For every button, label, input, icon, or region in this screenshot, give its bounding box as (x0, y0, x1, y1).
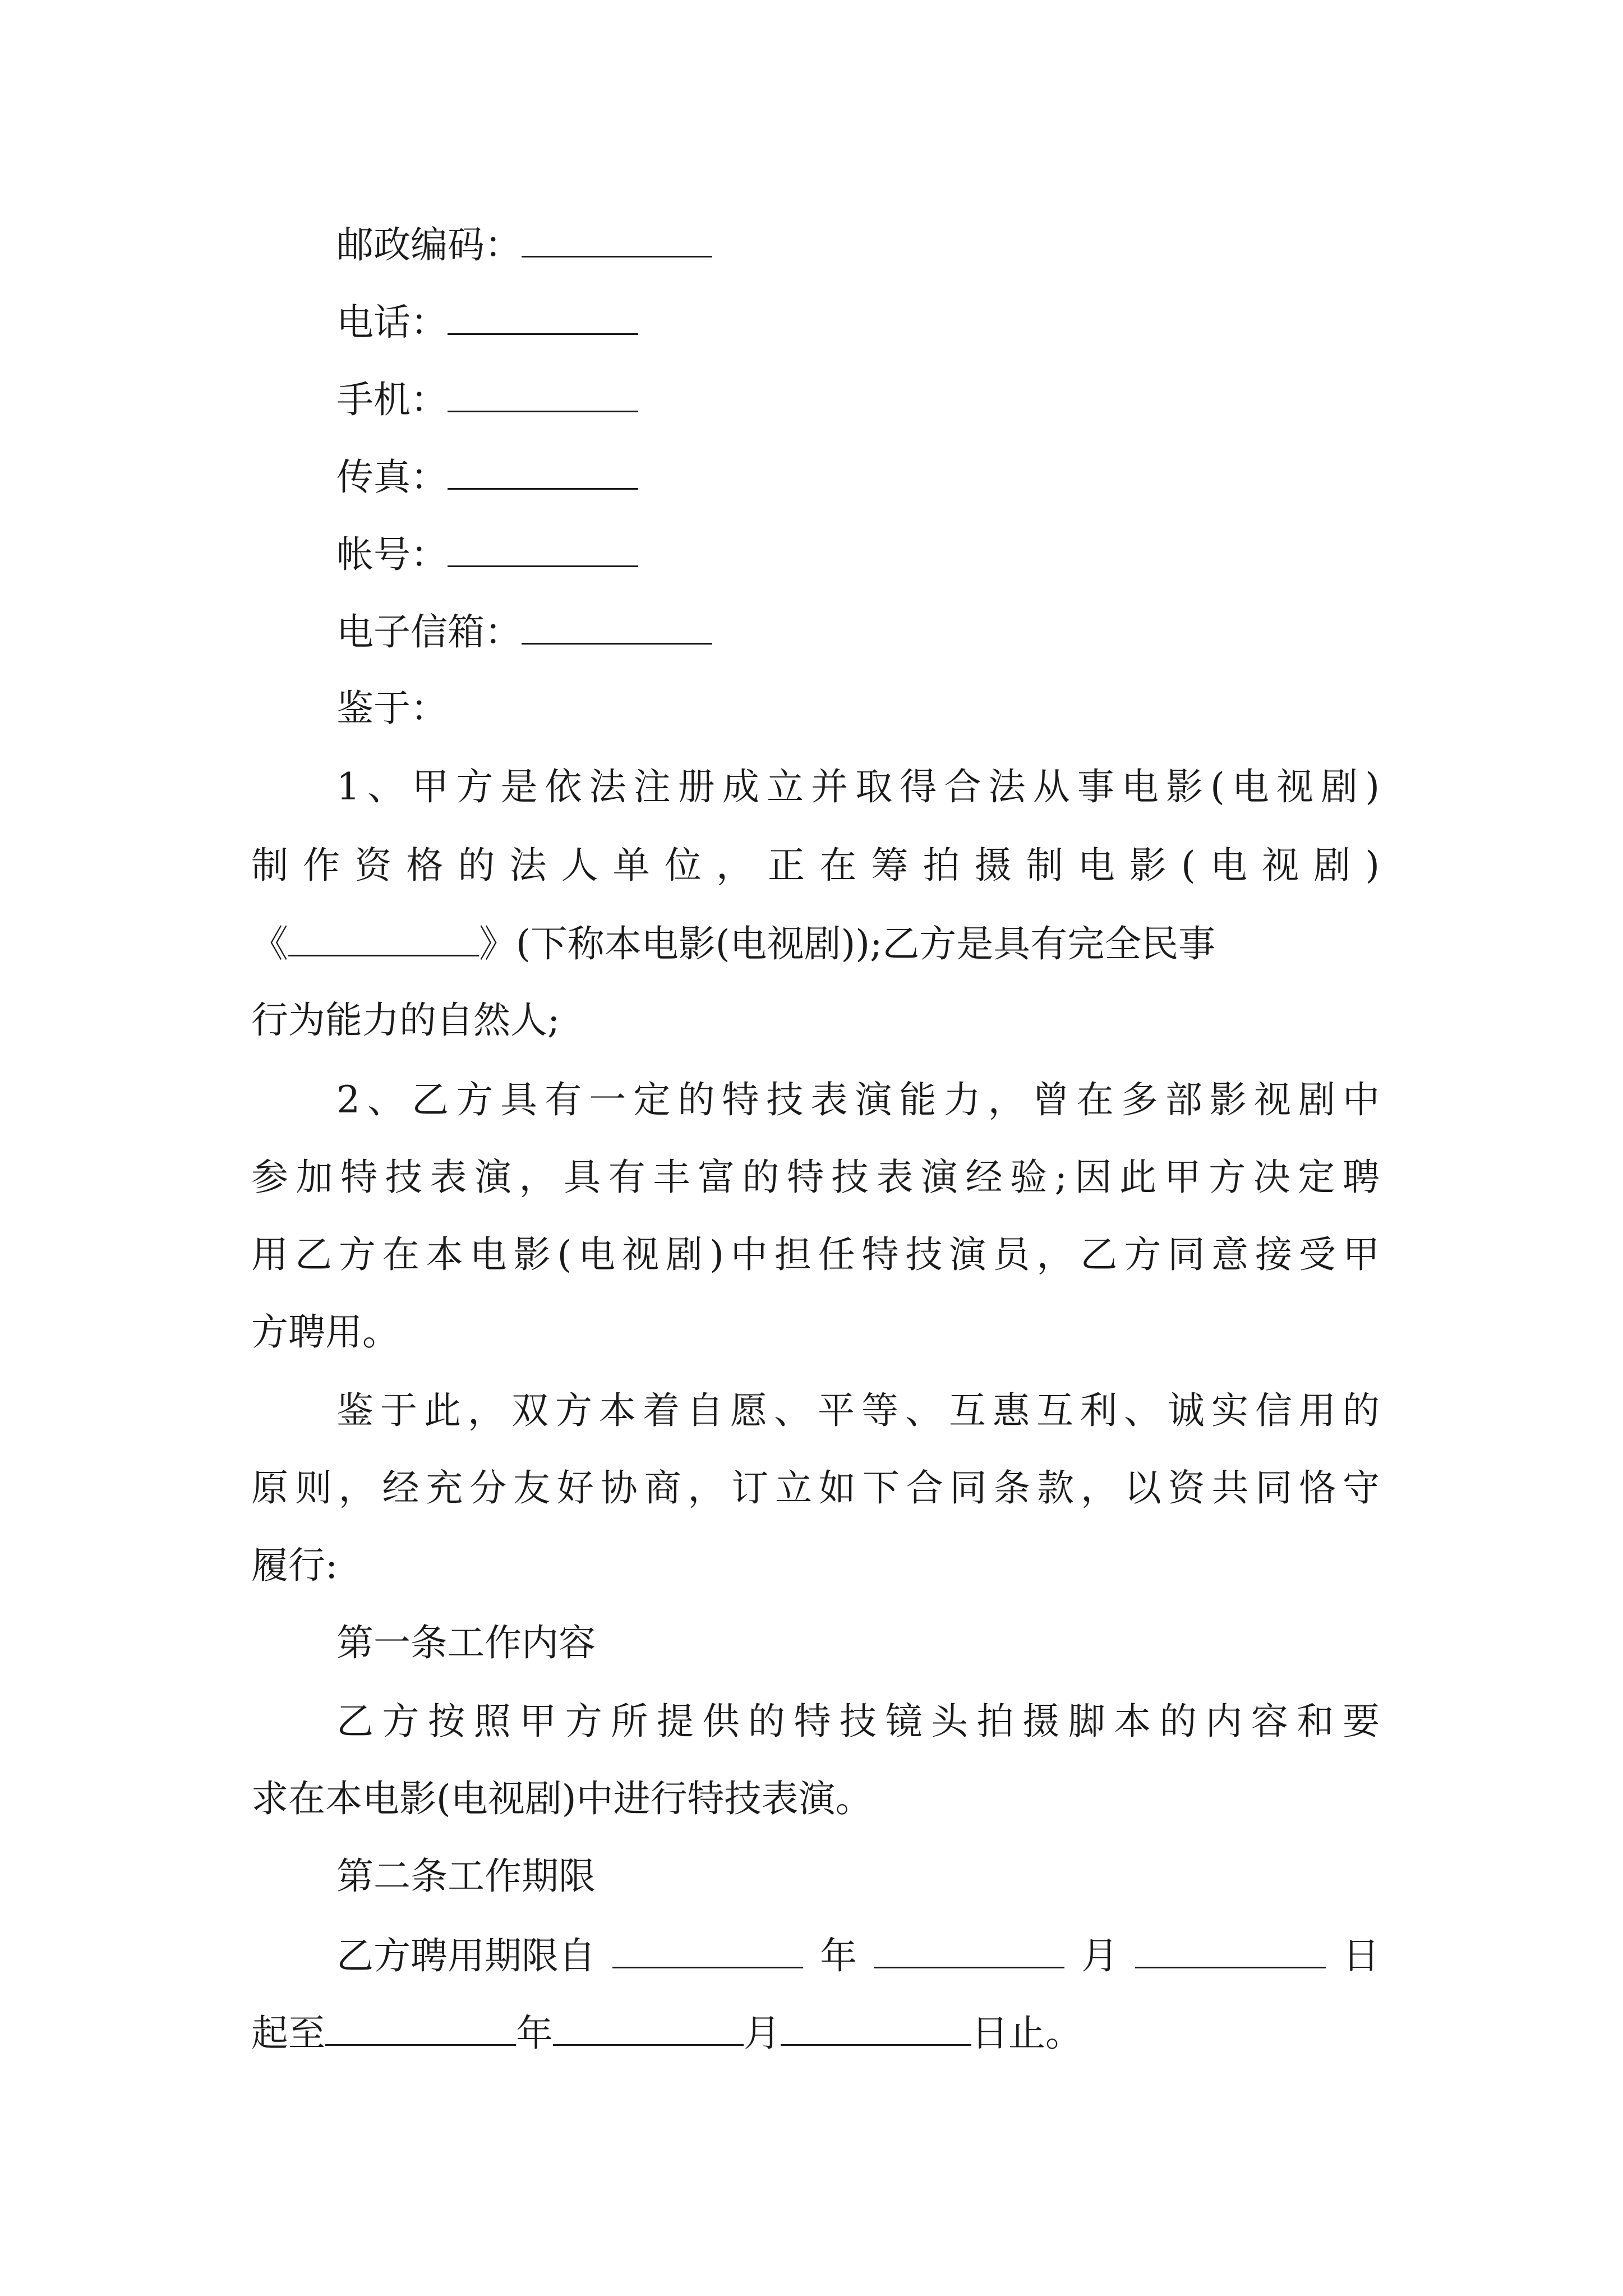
clause1-book-title-open: 《 (251, 922, 288, 965)
agreement-line2: 原则，经充分友好协商，订立如下合同条款，以资共同恪守 (251, 1466, 1380, 1510)
clause2-line1: 2、乙方具有一定的特技表演能力，曾在多部影视剧中 (336, 1078, 1380, 1121)
film-title-blank (288, 924, 479, 956)
email-field (336, 610, 712, 654)
start-day-unit: 日 (1343, 1934, 1380, 1977)
start-month-unit: 月 (1081, 1934, 1118, 1977)
article2-line2 (251, 2012, 1082, 2055)
agreement-line3: 履行: (251, 1544, 338, 1587)
account-blank (448, 535, 638, 567)
clause1-line2: 制作资格的法人单位，正在筹拍摄制电影(电视剧) (251, 844, 1380, 887)
clause2-line3: 用乙方在本电影(电视剧)中担任特技演员，乙方同意接受甲 (251, 1233, 1380, 1276)
start-day-blank (1135, 1936, 1326, 1968)
whereas-heading: 鉴于： (336, 687, 448, 730)
clause1-line1: 1、甲方是依法注册成立并取得合法从事电影(电视剧) (336, 765, 1380, 808)
email-blank (522, 613, 712, 645)
phone-blank (448, 303, 638, 335)
postal-code-blank (522, 226, 712, 257)
term-start-label: 乙方聘用期限自 (336, 1934, 596, 1977)
fax-field (336, 455, 638, 499)
article2-line1 (336, 1936, 1380, 1975)
agreement-line1: 鉴于此，双方本着自愿、平等、互惠互利、诚实信用的 (336, 1389, 1380, 1432)
email-label: 电子信箱： (336, 610, 522, 654)
start-month-blank (874, 1936, 1064, 1968)
term-end-label: 起至 (251, 2012, 325, 2055)
postal-code-label: 邮政编码： (336, 223, 522, 266)
clause1-line3-rest: 》(下称本电影(电视剧));乙方是具有完全民事 (479, 922, 1216, 965)
mobile-field (336, 378, 638, 421)
end-year-blank (325, 2014, 516, 2046)
phone-label: 电话： (336, 301, 448, 344)
clause2-line2: 参加特技表演，具有丰富的特技表演经验;因此甲方决定聘 (251, 1156, 1380, 1199)
clause2-line4: 方聘用。 (251, 1310, 399, 1354)
account-field (336, 533, 638, 576)
postal-code-field (336, 223, 712, 266)
mobile-label: 手机： (336, 378, 448, 421)
article1-line2: 求在本电影(电视剧)中进行特技表演。 (251, 1777, 873, 1820)
mobile-blank (448, 380, 638, 412)
end-day-unit: 日止。 (971, 2012, 1082, 2055)
account-label: 帐号： (336, 533, 448, 576)
article1-heading: 第一条工作内容 (336, 1621, 596, 1664)
start-year-blank (612, 1936, 803, 1968)
article1-line1: 乙方按照甲方所提供的特技镜头拍摄脚本的内容和要 (336, 1700, 1380, 1743)
phone-field (336, 301, 638, 344)
fax-label: 传真： (336, 455, 448, 499)
clause1-line3 (251, 924, 1215, 963)
start-year-unit: 年 (820, 1934, 857, 1977)
clause1-line4: 行为能力的自然人; (251, 999, 560, 1042)
end-month-blank (553, 2014, 744, 2046)
fax-blank (448, 458, 638, 490)
article2-heading: 第二条工作期限 (336, 1855, 596, 1898)
end-month-unit: 月 (744, 2012, 781, 2055)
end-year-unit: 年 (516, 2012, 553, 2055)
end-day-blank (781, 2014, 971, 2046)
